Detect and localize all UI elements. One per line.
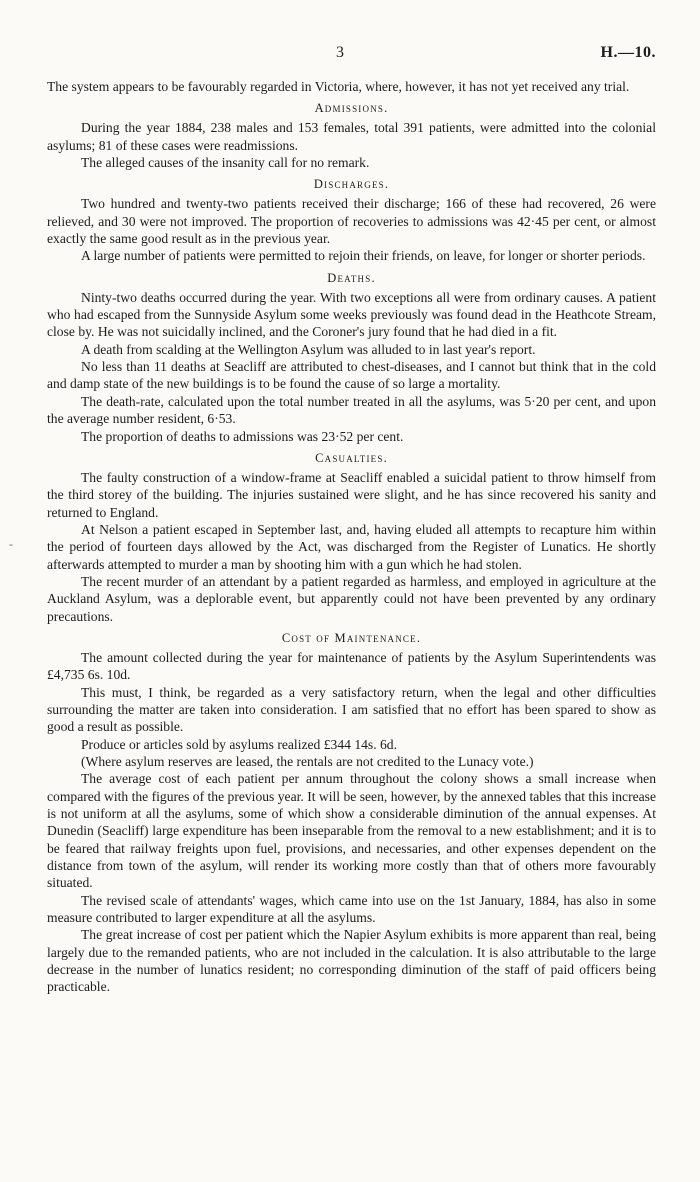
page-number: 3 xyxy=(336,44,344,61)
report-body xyxy=(47,78,656,996)
section-heading-discharges: Discharges. xyxy=(313,177,390,192)
paragraph: The proportion of deaths to admissions was 23·52 per cent. xyxy=(81,428,404,444)
paragraph: Two hundred and twenty-two patients received their discharge; 166 of these had recovered, 26 were relieved, and 30 were not improved. The proportion of recoveries to admissions was 42·45 per cent, or almost exactly the same good result as in the previous year. xyxy=(47,196,656,247)
paragraph: The recent murder of an attendant by a patient regarded as harmless, and employed in agriculture at the Auckland Asylum, was a deplorable event, but apparently could not have been prevented by any ordinary precautions. xyxy=(47,573,656,624)
paragraph: (Where asylum reserves are leased, the rentals are not credited to the Lunacy vote.) xyxy=(81,754,534,769)
paragraph: The great increase of cost per patient which the Napier Asylum exhibits is more apparent than real, being largely due to the remanded patients, who are not included in the calculation. It is also attributable to the large decrease in the number of lunatics resident; no corresponding diminution of the staff of paid officers being practicable. xyxy=(47,927,656,995)
paragraph: During the year 1884, 238 males and 153 females, total 391 patients, were admitted into the colonial asylums; 81 of these cases were readmissions. xyxy=(47,120,656,153)
paragraph: The alleged causes of the insanity call for no remark. xyxy=(81,155,370,171)
intro-paragraph: The system appears to be favourably regarded in Victoria, where, however, it has not yet received any trial. xyxy=(47,79,630,94)
paragraph: The death-rate, calculated upon the total number treated in all the asylums, was 5·20 per cent, and upon the average number resident, 6·53. xyxy=(47,393,656,427)
paragraph: The faulty construction of a window-frame at Seacliff enabled a suicidal patient to throw himself from the third storey of the building. The injuries sustained were slight, and he has since recovered his sanity and returned to England. xyxy=(47,469,656,520)
paragraph: The amount collected during the year for maintenance of patients by the Asylum Superintendents was £4,735 6s. 10d. xyxy=(47,649,656,683)
document-reference: H.—10. xyxy=(600,44,656,61)
paragraph: No less than 11 deaths at Seacliff are attributed to chest-diseases, and I cannot but think that in the cold and damp state of the new buildings is to be found the cause of so large a mortality. xyxy=(47,359,656,392)
paragraph: At Nelson a patient escaped in September last, and, having eluded all attempts to recapture him within the period of fourteen days allowed by the Act, was discharged from the Register of Lunatics. He shortly afterwards attempted to murder a man by shooting him with a gun which he had stolen. xyxy=(47,521,656,572)
paragraph: A death from scalding at the Wellington Asylum was alluded to in last year's report. xyxy=(81,341,536,357)
paragraph: A large number of patients were permitted to rejoin their friends, on leave, for longer or shorter periods. xyxy=(81,248,646,264)
paragraph: The average cost of each patient per annum throughout the colony shows a small increase when compared with the figures of the previous year. It will be seen, however, by the annexed tables that this increase is not uniform at all the asylums, some of which show a considerable diminution of the annual expenses. At Dunedin (Seacliff) large expenditure has been inseparable from the removal to a new establishment; and it is to be feared that railway freights upon fuel, provisions, and necessaries, and other expenses dependent on the distance from town of the asylum, will render its working more costly than that of others more favourably situated. xyxy=(47,771,656,891)
paragraph: Ninty-two deaths occurred during the year. With two exceptions all were from ordinary causes. A patient who had escaped from the Sunnyside Asylum some weeks previously was found dead in the Heathcote Stream, close by. He was not suicidally inclined, and the Coroner's jury found that he had died in a fit. xyxy=(47,289,656,340)
paragraph: This must, I think, be regarded as a very satisfactory return, when the legal and other difficulties surrounding the matter are taken into consideration. I am satisfied that no effort has been spared to show as good a result as possible. xyxy=(47,684,656,735)
paragraph: Produce or articles sold by asylums realized £344 14s. 6d. xyxy=(81,736,397,752)
section-heading-deaths: Deaths. xyxy=(327,270,376,285)
section-heading-casualties: Casualties. xyxy=(315,450,388,465)
margin-mark: - xyxy=(9,537,13,551)
paragraph: The revised scale of attendants' wages, which came into use on the 1st January, 1884, has also in some measure contributed to larger expenditure at all the asylums. xyxy=(47,892,656,926)
section-heading-maintenance: Cost of Maintenance. xyxy=(281,630,422,645)
section-heading-admissions: Admissions. xyxy=(314,101,389,116)
